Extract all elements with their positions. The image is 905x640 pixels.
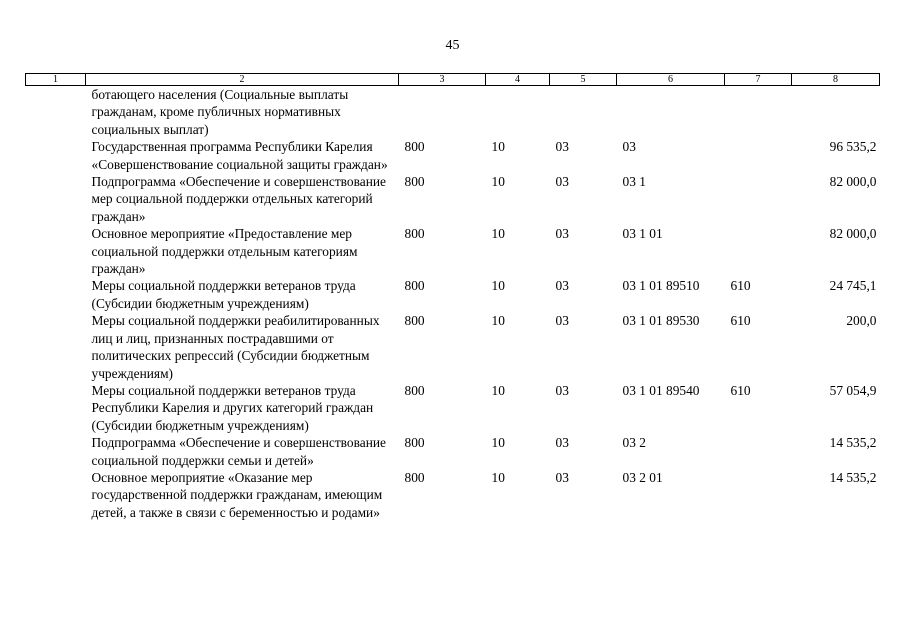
row-subsection: 03	[555, 435, 569, 451]
row-amount	[792, 86, 880, 139]
row-ministry-code: 800	[404, 382, 425, 398]
row-amount: 82 000,0	[829, 226, 877, 242]
row-amount: 24 745,1	[829, 278, 877, 294]
row-expense-type	[725, 225, 792, 277]
row-expense-type: 610	[730, 382, 751, 398]
row-section: 10	[491, 174, 505, 190]
header-col-2: 2	[86, 74, 399, 86]
row-name: Подпрограмма «Обеспечение и совершенствование мер социальной поддержки отдельных категорий граждан»	[91, 174, 386, 224]
row-target-article	[617, 86, 725, 139]
row-expense-type: 610	[730, 313, 751, 329]
row-target-article: 03 1 01 89510	[622, 278, 700, 294]
row-name: Основное мероприятие «Оказание мер государственной поддержки гражданам, имеющим детей, а также в связи с беременностью и родами»	[91, 469, 383, 520]
row-section	[486, 86, 550, 139]
row-blank	[26, 312, 86, 382]
row-target-article: 03 2 01	[622, 469, 663, 485]
row-name: Государственная программа Республики Карелия «Совершенствование социальной защиты граждан»	[91, 139, 388, 172]
table-row	[26, 469, 880, 521]
row-section: 10	[491, 382, 505, 398]
row-blank	[26, 138, 86, 173]
row-name: Основное мероприятие «Предоставление мер социальной поддержки отдельным категориям граждан»	[91, 226, 358, 277]
row-subsection: 03	[555, 313, 569, 329]
table-row	[26, 312, 880, 382]
row-expense-type	[725, 86, 792, 139]
row-expense-type	[725, 138, 792, 173]
row-blank	[26, 434, 86, 469]
row-subsection: 03	[555, 382, 569, 398]
row-ministry-code: 800	[404, 313, 425, 329]
row-expense-type	[725, 434, 792, 469]
row-section: 10	[491, 313, 505, 329]
row-name: Меры социальной поддержки ветеранов труда (Субсидии бюджетным учреждениям)	[91, 278, 356, 311]
row-ministry-code: 800	[404, 278, 425, 294]
table-row	[26, 434, 880, 469]
header-col-3: 3	[399, 74, 486, 86]
row-expense-type: 610	[730, 278, 751, 294]
row-name: Меры социальной поддержки ветеранов труда Республики Карелия и других категорий граждан (Субсидии бюджетным учреждениям)	[91, 382, 374, 433]
row-blank	[26, 86, 86, 139]
row-subsection	[550, 86, 617, 139]
table-row	[26, 86, 880, 139]
header-col-1: 1	[26, 74, 86, 86]
table-row	[26, 382, 880, 434]
row-section: 10	[491, 226, 505, 242]
row-target-article: 03 2	[622, 435, 646, 451]
row-ministry-code: 800	[404, 139, 425, 155]
row-amount: 57 054,9	[829, 382, 877, 398]
row-blank	[26, 469, 86, 521]
row-name: Меры социальной поддержки реабилитированных лиц и лиц, признанных пострадавшими от политических репрессий (Субсидии бюджетным учреждениям)	[91, 313, 380, 381]
table-row	[26, 173, 880, 225]
row-target-article: 03 1 01 89540	[622, 382, 700, 398]
page-number: 45	[445, 38, 460, 53]
row-name: ботающего населения (Социальные выплаты гражданам, кроме публичных нормативных социальных выплат)	[91, 87, 349, 137]
row-expense-type	[725, 469, 792, 521]
row-ministry-code: 800	[404, 469, 425, 485]
budget-table	[25, 73, 880, 521]
row-target-article: 03 1 01	[622, 226, 663, 242]
row-amount: 14 535,2	[829, 435, 877, 451]
header-col-7: 7	[725, 74, 792, 86]
row-target-article: 03 1 01 89530	[622, 313, 700, 329]
row-blank	[26, 382, 86, 434]
row-name: Подпрограмма «Обеспечение и совершенствование социальной поддержки семьи и детей»	[91, 435, 386, 468]
row-ministry-code: 800	[404, 174, 425, 190]
row-amount: 82 000,0	[829, 174, 877, 190]
row-section: 10	[491, 139, 505, 155]
table-row	[26, 138, 880, 173]
column-number-header	[26, 74, 880, 86]
row-section: 10	[491, 435, 505, 451]
table-row	[26, 225, 880, 277]
header-col-5: 5	[550, 74, 617, 86]
row-expense-type	[725, 173, 792, 225]
row-subsection: 03	[555, 139, 569, 155]
row-blank	[26, 277, 86, 312]
row-blank	[26, 225, 86, 277]
row-subsection: 03	[555, 226, 569, 242]
table-row	[26, 277, 880, 312]
row-amount: 200,0	[846, 313, 877, 329]
row-ministry-code: 800	[404, 226, 425, 242]
row-subsection: 03	[555, 174, 569, 190]
row-amount: 14 535,2	[829, 469, 877, 485]
header-col-6: 6	[617, 74, 725, 86]
row-amount: 96 535,2	[829, 139, 877, 155]
row-ministry-code	[399, 86, 486, 139]
row-blank	[26, 173, 86, 225]
row-section: 10	[491, 469, 505, 485]
header-col-4: 4	[486, 74, 550, 86]
row-subsection: 03	[555, 469, 569, 485]
row-target-article: 03	[622, 139, 636, 155]
row-section: 10	[491, 278, 505, 294]
header-col-8: 8	[792, 74, 880, 86]
row-ministry-code: 800	[404, 435, 425, 451]
row-subsection: 03	[555, 278, 569, 294]
row-target-article: 03 1	[622, 174, 646, 190]
